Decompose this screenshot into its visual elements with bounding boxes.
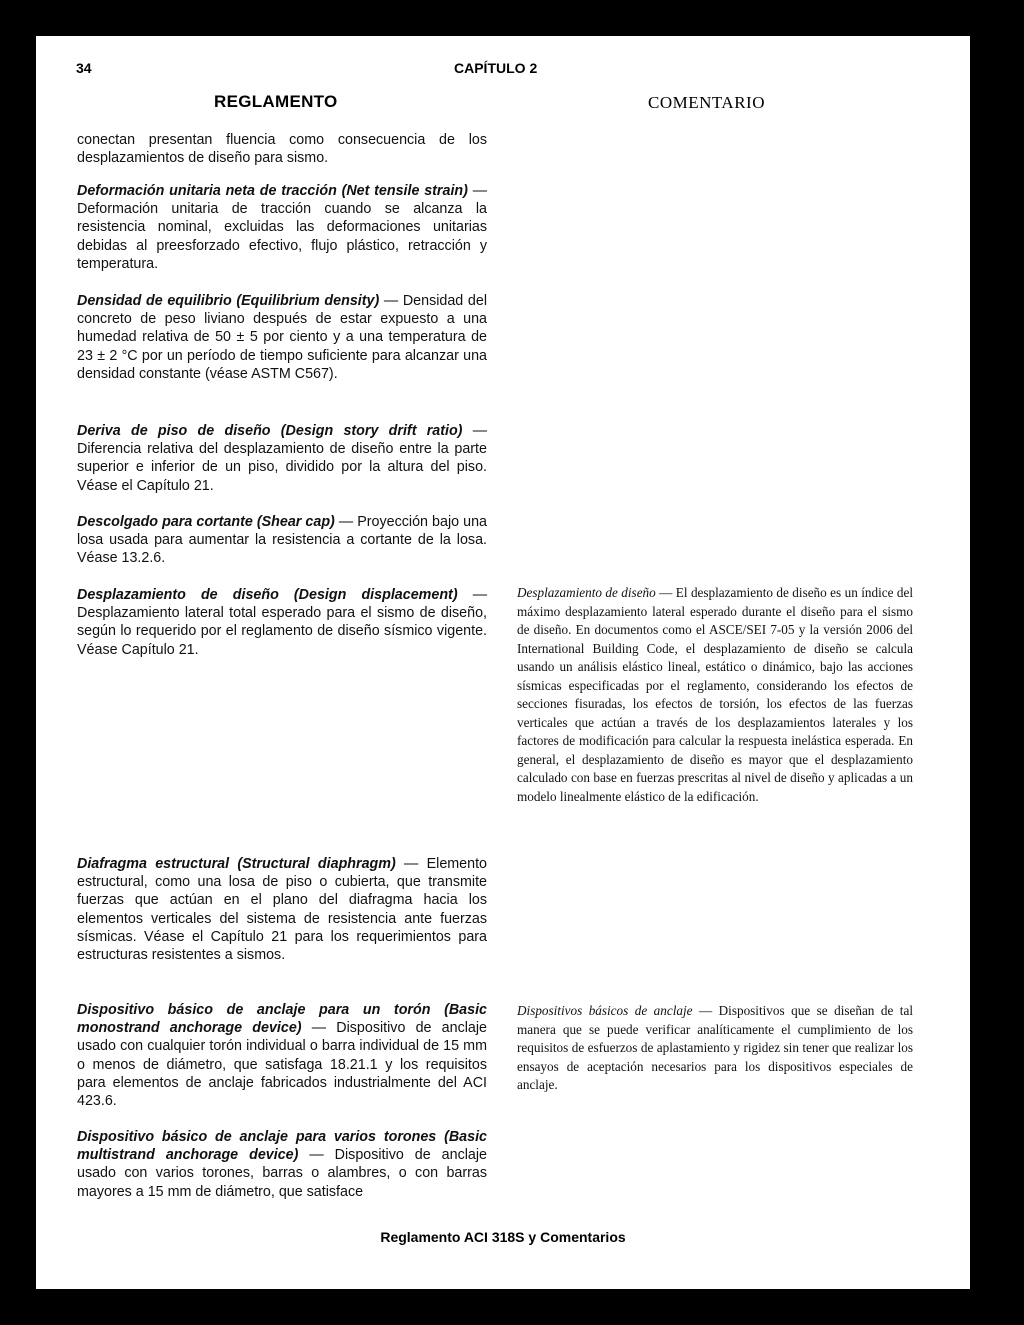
definition-net-tensile-strain <box>77 182 487 273</box>
page-number: 34 <box>76 60 92 76</box>
definition: — Dispositivos que se diseñan de tal manera que se puede verificar analíticamente el cumplimiento de los requisitos de esfuerzos de aplastamiento y rigidez sin tener que realizar los ensayos de aceptación necesarios para los dispositivos especiales de anclaje. <box>517 1003 913 1092</box>
definition: — Desplazamiento lateral total esperado para el sismo de diseño, según lo requerido por el reglamento de diseño sísmico vigente. Véase Capítulo 21. <box>77 587 487 658</box>
chapter-header: CAPÍTULO 2 <box>454 60 538 76</box>
definition-design-displacement <box>77 586 487 659</box>
definition-shear-cap <box>77 513 487 568</box>
term: Deriva de piso de diseño (Design story drift ratio) <box>77 423 463 439</box>
definition-equilibrium-density <box>77 292 487 383</box>
page-footer: Reglamento ACI 318S y Comentarios <box>380 1229 626 1245</box>
definition-structural-diaphragm <box>77 855 487 964</box>
commentary-design-displacement <box>517 584 913 806</box>
term: Desplazamiento de diseño (Design displacement) <box>77 587 458 603</box>
term: Diafragma estructural (Structural diaphragm) <box>77 856 396 872</box>
term: Dispositivo básico de anclaje para varios torones (Basic multistrand anchorage device) <box>77 1129 487 1164</box>
term: Dispositivo básico de anclaje para un torón (Basic monostrand anchorage device) <box>77 1002 487 1037</box>
term: Dispositivos básicos de anclaje <box>517 1003 693 1018</box>
term: Descolgado para cortante (Shear cap) <box>77 514 335 530</box>
term: Desplazamiento de diseño <box>517 585 656 600</box>
definition: — Deformación unitaria de tracción cuando se alcanza la resistencia nominal, excluidas las deformaciones unitarias debidas al preesforzado efectivo, flujo plástico, retracción y temperatura. <box>77 183 487 272</box>
definition-design-story-drift-ratio <box>77 422 487 495</box>
commentary-basic-anchorage-devices <box>517 1002 913 1095</box>
definition: — Densidad del concreto de peso liviano después de estar expuesto a una humedad relativa de 50 ± 5 por ciento y a una temperatura de 23 ± 2 °C por un período de tiempo suficiente para alcanzar una densidad constante (véase ASTM C567). <box>77 293 488 382</box>
comentario-column-title: COMENTARIO <box>648 93 765 112</box>
continuation-paragraph: conectan presentan fluencia como consecuencia de los desplazamientos de diseño para sismo. <box>77 132 487 167</box>
term: Deformación unitaria neta de tracción (Net tensile strain) <box>77 183 468 199</box>
definition: — Elemento estructural, como una losa de piso o cubierta, que transmite fuerzas que actúan en el plano del diafragma hacia los elementos verticales del sistema de resistencia ante fuerzas sísmicas. Véase el Capítulo 21 para los requerimientos para estructuras resistentes a sismos. <box>77 856 487 964</box>
definition: — El desplazamiento de diseño es un índice del máximo desplazamiento lateral esperado durante el diseño para el sismo de diseño. En documentos como el ASCE/SEI 7-05 y la versión 2006 del International Building Code, el desplazamiento de diseño se calcula usando un análisis elástico lineal, estático o dinámico, bajo las acciones sísmicas especificadas por el reglamento, considerando los efectos de secciones fisuradas, los efectos de torsión, los efectos de las fuerzas verticales que actúan a través de los desplazamientos laterales y los factores de modificación para calcular la respuesta inelástica esperada. En general, el desplazamiento de diseño es mayor que el desplazamiento calculado con base en fuerzas prescritas al nivel de diseño y aplicadas a un modelo linealmente elástico de la edificación. <box>517 585 913 804</box>
definition-basic-monostrand-anchorage-device <box>77 1001 487 1110</box>
definition: — Dispositivo de anclaje usado con varios torones, barras o alambres, o con barras mayores a 15 mm de diámetro, que satisface <box>77 1147 487 1200</box>
term: Densidad de equilibrio (Equilibrium density) <box>77 293 380 309</box>
definition: — Dispositivo de anclaje usado con cualquier torón individual o barra individual de 15 mm o menos de diámetro, que satisfaga 18.21.1 y los requisitos para elementos de anclaje fabricados industrialmente del ACI 423.6. <box>77 1020 487 1110</box>
document-page <box>36 36 970 1289</box>
reglamento-column-title: REGLAMENTO <box>214 92 338 111</box>
definition: — Diferencia relativa del desplazamiento de diseño entre la parte superior e inferior de un piso, dividido por la altura del piso. Véase el Capítulo 21. <box>77 423 487 494</box>
definition-basic-multistrand-anchorage-device <box>77 1128 487 1201</box>
definition: — Proyección bajo una losa usada para aumentar la resistencia a cortante de la losa. Véase 13.2.6. <box>77 514 487 567</box>
